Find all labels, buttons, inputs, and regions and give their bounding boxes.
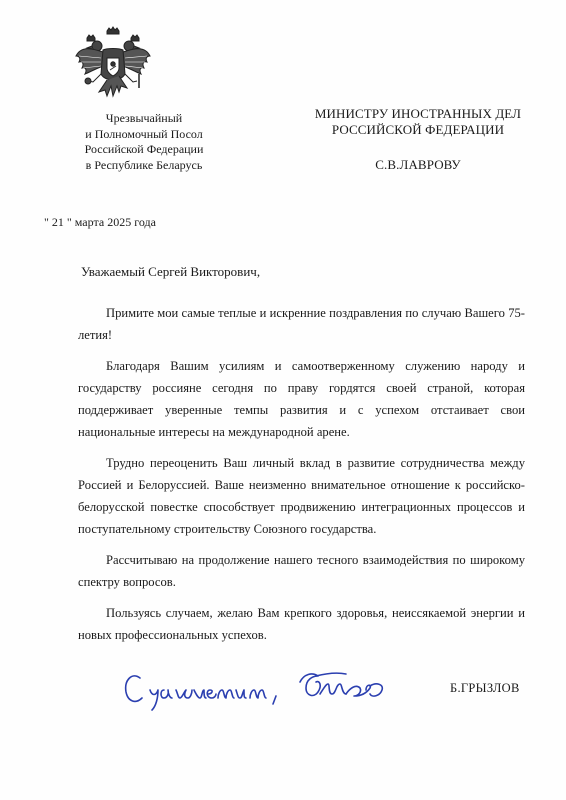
double-headed-eagle-emblem-icon [73,26,153,108]
sender-line: Чрезвычайный [105,111,183,125]
signer-name: Б.ГРЫЗЛОВ [450,681,520,695]
sender-line: в Республике Беларусь [85,157,203,172]
salutation: Уважаемый Сергей Викторович, [81,264,261,279]
sender-block [54,111,234,173]
sender-line: Российской Федерации [84,142,204,156]
letter-date: " 21 " марта 2025 года [44,215,156,229]
body-paragraph: Трудно переоценить Ваш личный вклад в развитие сотрудничества между Россией и Белоруссией. Ваше неизменно внимательное отношение к российско-белорусской повестке способствует продвижению интеграционных процессов и поступательному строительству Союзного государства. [78,456,525,536]
handwritten-signature-icon [120,660,420,722]
recipient-line: МИНИСТРУ ИНОСТРАННЫХ ДЕЛ [314,106,522,121]
letter-body [78,302,525,655]
body-paragraph: Пользуясь случаем, желаю Вам крепкого здоровья, неиссякаемой энергии и новых профессиональных успехов. [78,606,525,642]
body-paragraph: Рассчитываю на продолжение нашего тесного взаимодействия по широкому спектру вопросов. [78,553,525,589]
recipient-name: С.В.ЛАВРОВУ [375,157,461,172]
sender-line: и Полномочный Посол [85,126,203,141]
body-paragraph: Благодаря Вашим усилиям и самоотверженному служению народу и государству россияне сегодня по праву гордятся своей страной, которая поддерживает уверенные темпы развития и с успехом отстаивает свои национальные интересы на международной арене. [78,359,525,439]
recipient-line: РОССИЙСКОЙ ФЕДЕРАЦИИ [331,122,505,137]
body-paragraph: Примите мои самые теплые и искренние поздравления по случаю Вашего 75-летия! [78,306,525,342]
recipient-block [268,106,566,173]
